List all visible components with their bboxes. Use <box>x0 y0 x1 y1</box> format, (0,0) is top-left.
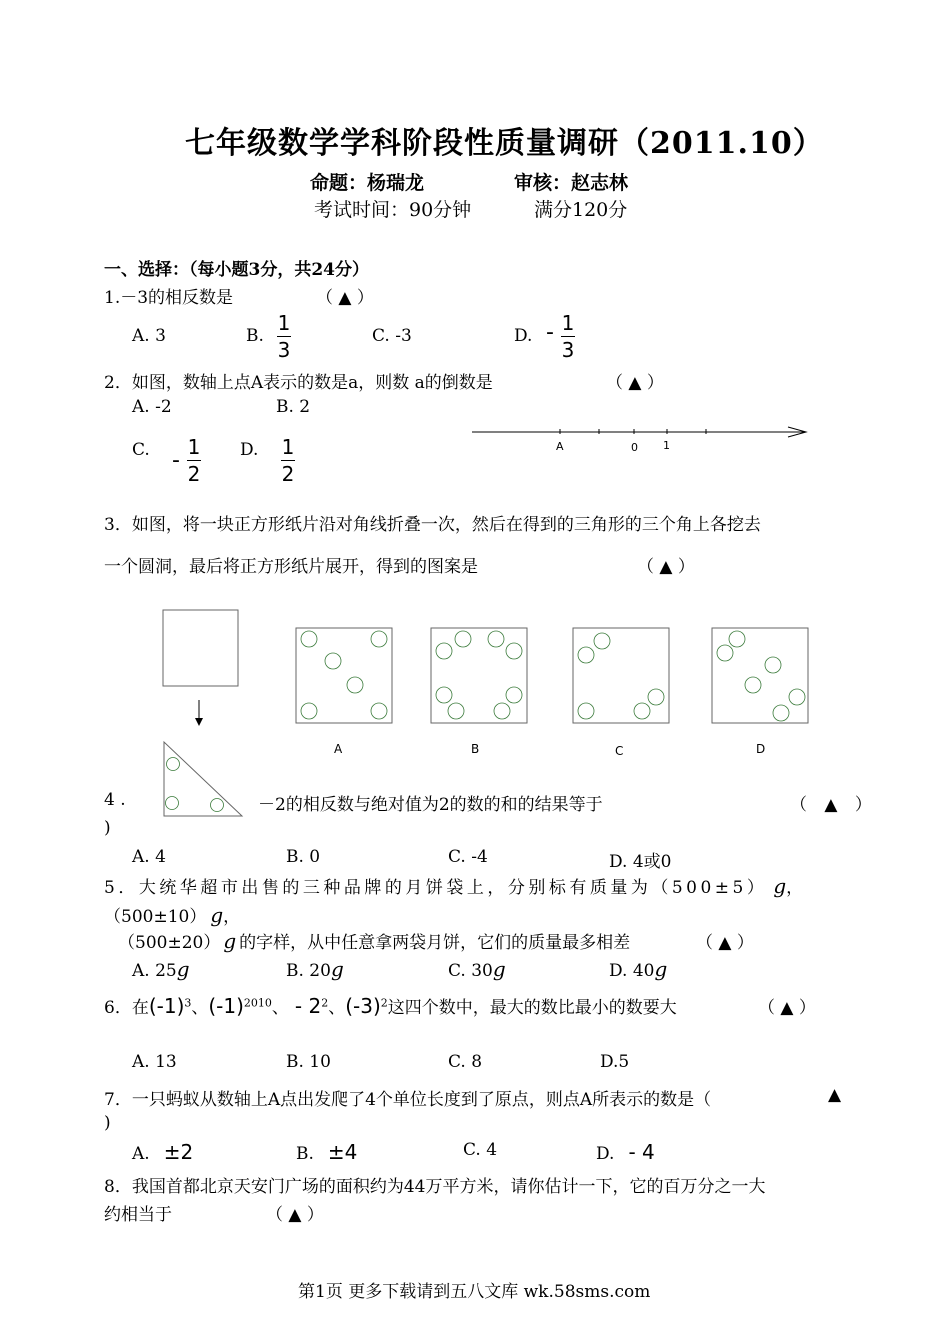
q3-label-a: A <box>334 742 343 756</box>
q6-answer-blank: （ ▲ ） <box>758 998 816 1018</box>
q4-stem: －2的相反数与绝对值为2的数的和的结果等于 <box>258 795 603 815</box>
fold-figure <box>160 608 250 820</box>
q8-stem-line2: 约相当于 <box>104 1205 172 1225</box>
full-score: 满分120分 <box>534 199 628 221</box>
q4-close-paren: ) <box>104 818 111 838</box>
q1-option-d-fraction: 1 3 <box>561 311 575 362</box>
q3-label-c: C <box>615 744 624 758</box>
q3-option-a-figure <box>295 627 395 727</box>
q5-option-c: C. 30g <box>448 957 506 981</box>
q5-option-b: B. 20g <box>286 957 344 981</box>
q6-option-b: B. 10 <box>286 1052 331 1072</box>
q3-option-c-figure <box>572 627 672 727</box>
q3-label-d: D <box>756 742 766 756</box>
q4-option-d: D. 4或0 <box>609 852 672 872</box>
exam-time: 考试时间：90分钟 <box>314 199 472 221</box>
axis-label-1: 1 <box>663 439 670 452</box>
q7-option-d: D. - 4 <box>596 1140 655 1164</box>
q7-option-a: A. ±2 <box>132 1140 194 1164</box>
q6-option-c: C. 8 <box>448 1052 483 1072</box>
q5-answer-blank: （ ▲ ） <box>696 933 754 953</box>
q5-option-a: A. 25g <box>132 957 190 981</box>
axis-label-0: 0 <box>631 441 638 454</box>
q8-answer-blank: （ ▲ ） <box>266 1205 324 1225</box>
q5-option-d: D. 40g <box>609 957 668 981</box>
q7-option-b: B. ±4 <box>296 1140 358 1164</box>
q3-answer-blank: （ ▲ ） <box>637 557 695 577</box>
q3-stem-line2: 一个圆洞，最后将正方形纸片展开，得到的图案是 <box>104 557 478 577</box>
q1-option-a: A. 3 <box>132 326 166 346</box>
q2-option-c-fraction: 1 2 <box>187 435 201 486</box>
q2-option-c: C. <box>132 440 150 460</box>
q6-option-a: A. 13 <box>132 1052 177 1072</box>
axis-label-a: A <box>556 440 564 453</box>
number-line <box>470 420 815 460</box>
q1-option-c: C. -3 <box>372 326 412 346</box>
q1-option-b: B. <box>246 326 264 346</box>
q6-option-d: D.5 <box>600 1052 630 1072</box>
q1-option-b-fraction: 1 3 <box>277 311 291 362</box>
q7-stem: 7．一只蚂蚁从数轴上A点出发爬了4个单位长度到了原点，则点A所表示的数是（ <box>104 1090 712 1110</box>
q4-answer-blank: （ ▲ ） <box>790 795 878 815</box>
page-title: 七年级数学学科阶段性质量调研（2011.10） <box>185 126 824 161</box>
q1-stem: 1.－3的相反数是 <box>104 288 234 308</box>
q8-stem-line1: 8．我国首都北京天安门广场的面积约为44万平方米，请你估计一下，它的百万分之一大 <box>104 1177 766 1197</box>
q3-option-b-figure <box>430 627 530 727</box>
q1-option-d-minus: - <box>546 320 554 345</box>
q4-option-c: C. -4 <box>448 847 488 867</box>
q1-option-d: D. <box>514 326 533 346</box>
q6-stem: 6．在$(-1)^3$、$(-1)^{2010}$、 - $2^2$、$(-3)^2$这四个数中，最大的数比最小的数要大 <box>104 994 677 1018</box>
q2-option-a: A. -2 <box>132 397 172 417</box>
q4-number: 4 . <box>104 790 126 810</box>
q3-label-b: B <box>471 742 480 756</box>
q3-stem-line1: 3．如图，将一块正方形纸片沿对角线折叠一次，然后在得到的三角形的三个角上各挖去 <box>104 515 761 535</box>
section-heading: 一、选择：（每小题3分，共24分） <box>104 260 369 280</box>
q2-option-b: B. 2 <box>276 397 311 417</box>
reviewer: 审核：赵志林 <box>514 172 629 194</box>
q7-option-c: C. 4 <box>463 1140 498 1160</box>
q2-option-d: D. <box>240 440 259 460</box>
q7-close-paren: ) <box>104 1113 111 1133</box>
q7-answer-mark: ▲ <box>828 1085 842 1105</box>
q5-stem-line3: （500±20） g 的字样，从中任意拿两袋月饼，它们的质量最多相差 <box>118 929 631 953</box>
q2-answer-blank: （ ▲ ） <box>606 373 664 393</box>
q3-option-d-figure <box>711 627 811 727</box>
q5-stem-line2: （500±10） g， <box>104 903 241 927</box>
q2-option-d-fraction: 1 2 <box>281 435 295 486</box>
q2-option-c-minus: - <box>172 448 180 473</box>
page-footer: 第1页 更多下载请到五八文库 wk.58sms.com <box>298 1282 651 1302</box>
author: 命题：杨瑞龙 <box>310 172 425 194</box>
q2-stem: 2．如图，数轴上点A表示的数是a，则数 a的倒数是 <box>104 373 493 393</box>
q5-stem-line1: 5．大统华超市出售的三种品牌的月饼袋上，分别标有质量为（500±5） g， <box>104 874 807 898</box>
q4-option-b: B. 0 <box>286 847 321 867</box>
q4-option-a: A. 4 <box>132 847 166 867</box>
q1-answer-blank: （ ▲ ） <box>316 288 374 308</box>
